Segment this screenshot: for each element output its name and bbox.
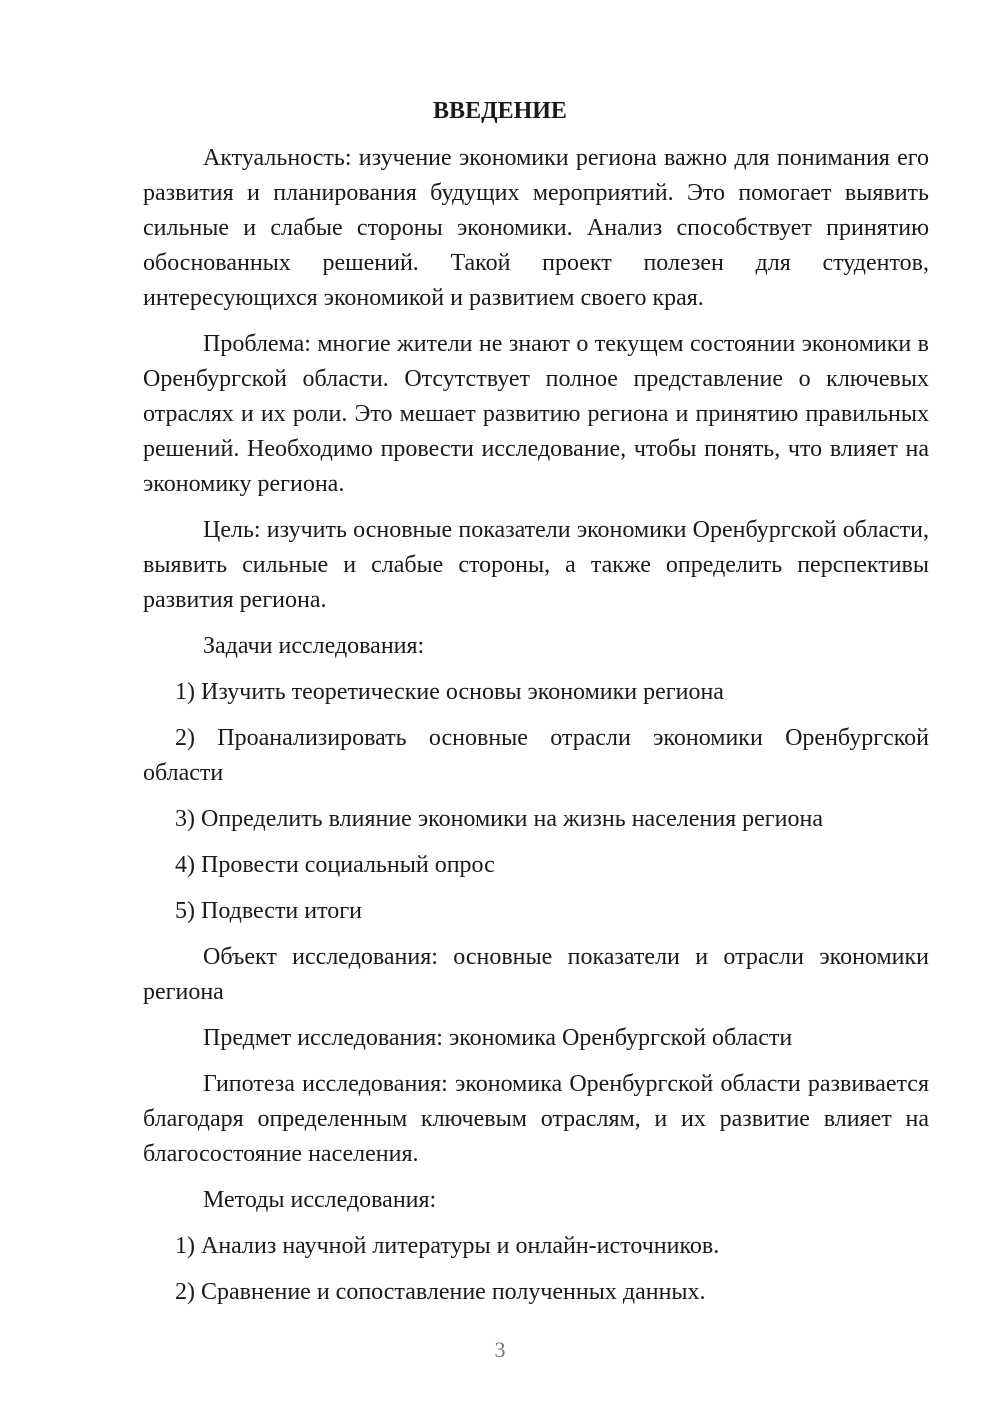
paragraph-goal: Цель: изучить основные показатели экономики Оренбургской области, выявить сильные и слабые стороны, а также определить перспективы развития региона.: [143, 517, 929, 613]
page-title: ВВЕДЕНИЕ: [433, 98, 567, 124]
task-item-3: 3) Определить влияние экономики на жизнь населения региона: [175, 806, 823, 832]
task-item-4: 4) Провести социальный опрос: [175, 852, 495, 878]
page-number: 3: [494, 1337, 506, 1362]
paragraph-object: Объект исследования: основные показатели и отрасли экономики региона: [143, 944, 929, 1005]
task-item-5: 5) Подвести итоги: [175, 898, 362, 924]
paragraph-subject: Предмет исследования: экономика Оренбургской области: [203, 1025, 793, 1051]
method-item-2: 2) Сравнение и сопоставление полученных данных.: [175, 1279, 706, 1305]
method-item-1: 1) Анализ научной литературы и онлайн-источников.: [175, 1233, 720, 1259]
tasks-heading: Задачи исследования:: [203, 633, 425, 659]
paragraph-relevance: Актуальность: изучение экономики региона важно для понимания его развития и планирования будущих мероприятий. Это помогает выявить сильные и слабые стороны экономики. Анализ способствует принятию обоснованных решений. Такой проект полезен для студентов, интересующихся экономикой и развитием своего края.: [143, 145, 929, 311]
paragraph-hypothesis: Гипотеза исследования: экономика Оренбургской области развивается благодаря определенным ключевым отраслям, и их развитие влияет на благосостояние населения.: [143, 1071, 929, 1167]
task-item-2: 2) Проанализировать основные отрасли экономики Оренбургской области: [143, 725, 929, 786]
body-text: [143, 141, 929, 1321]
task-item-1: 1) Изучить теоретические основы экономики региона: [175, 679, 724, 705]
methods-heading: Методы исследования:: [203, 1187, 437, 1213]
paragraph-problem: Проблема: многие жители не знают о текущем состоянии экономики в Оренбургской области. Отсутствует полное представление о ключевых отраслях и их роли. Это мешает развитию региона и принятию правильных решений. Необходимо провести исследование, чтобы понять, что влияет на экономику региона.: [143, 331, 929, 497]
